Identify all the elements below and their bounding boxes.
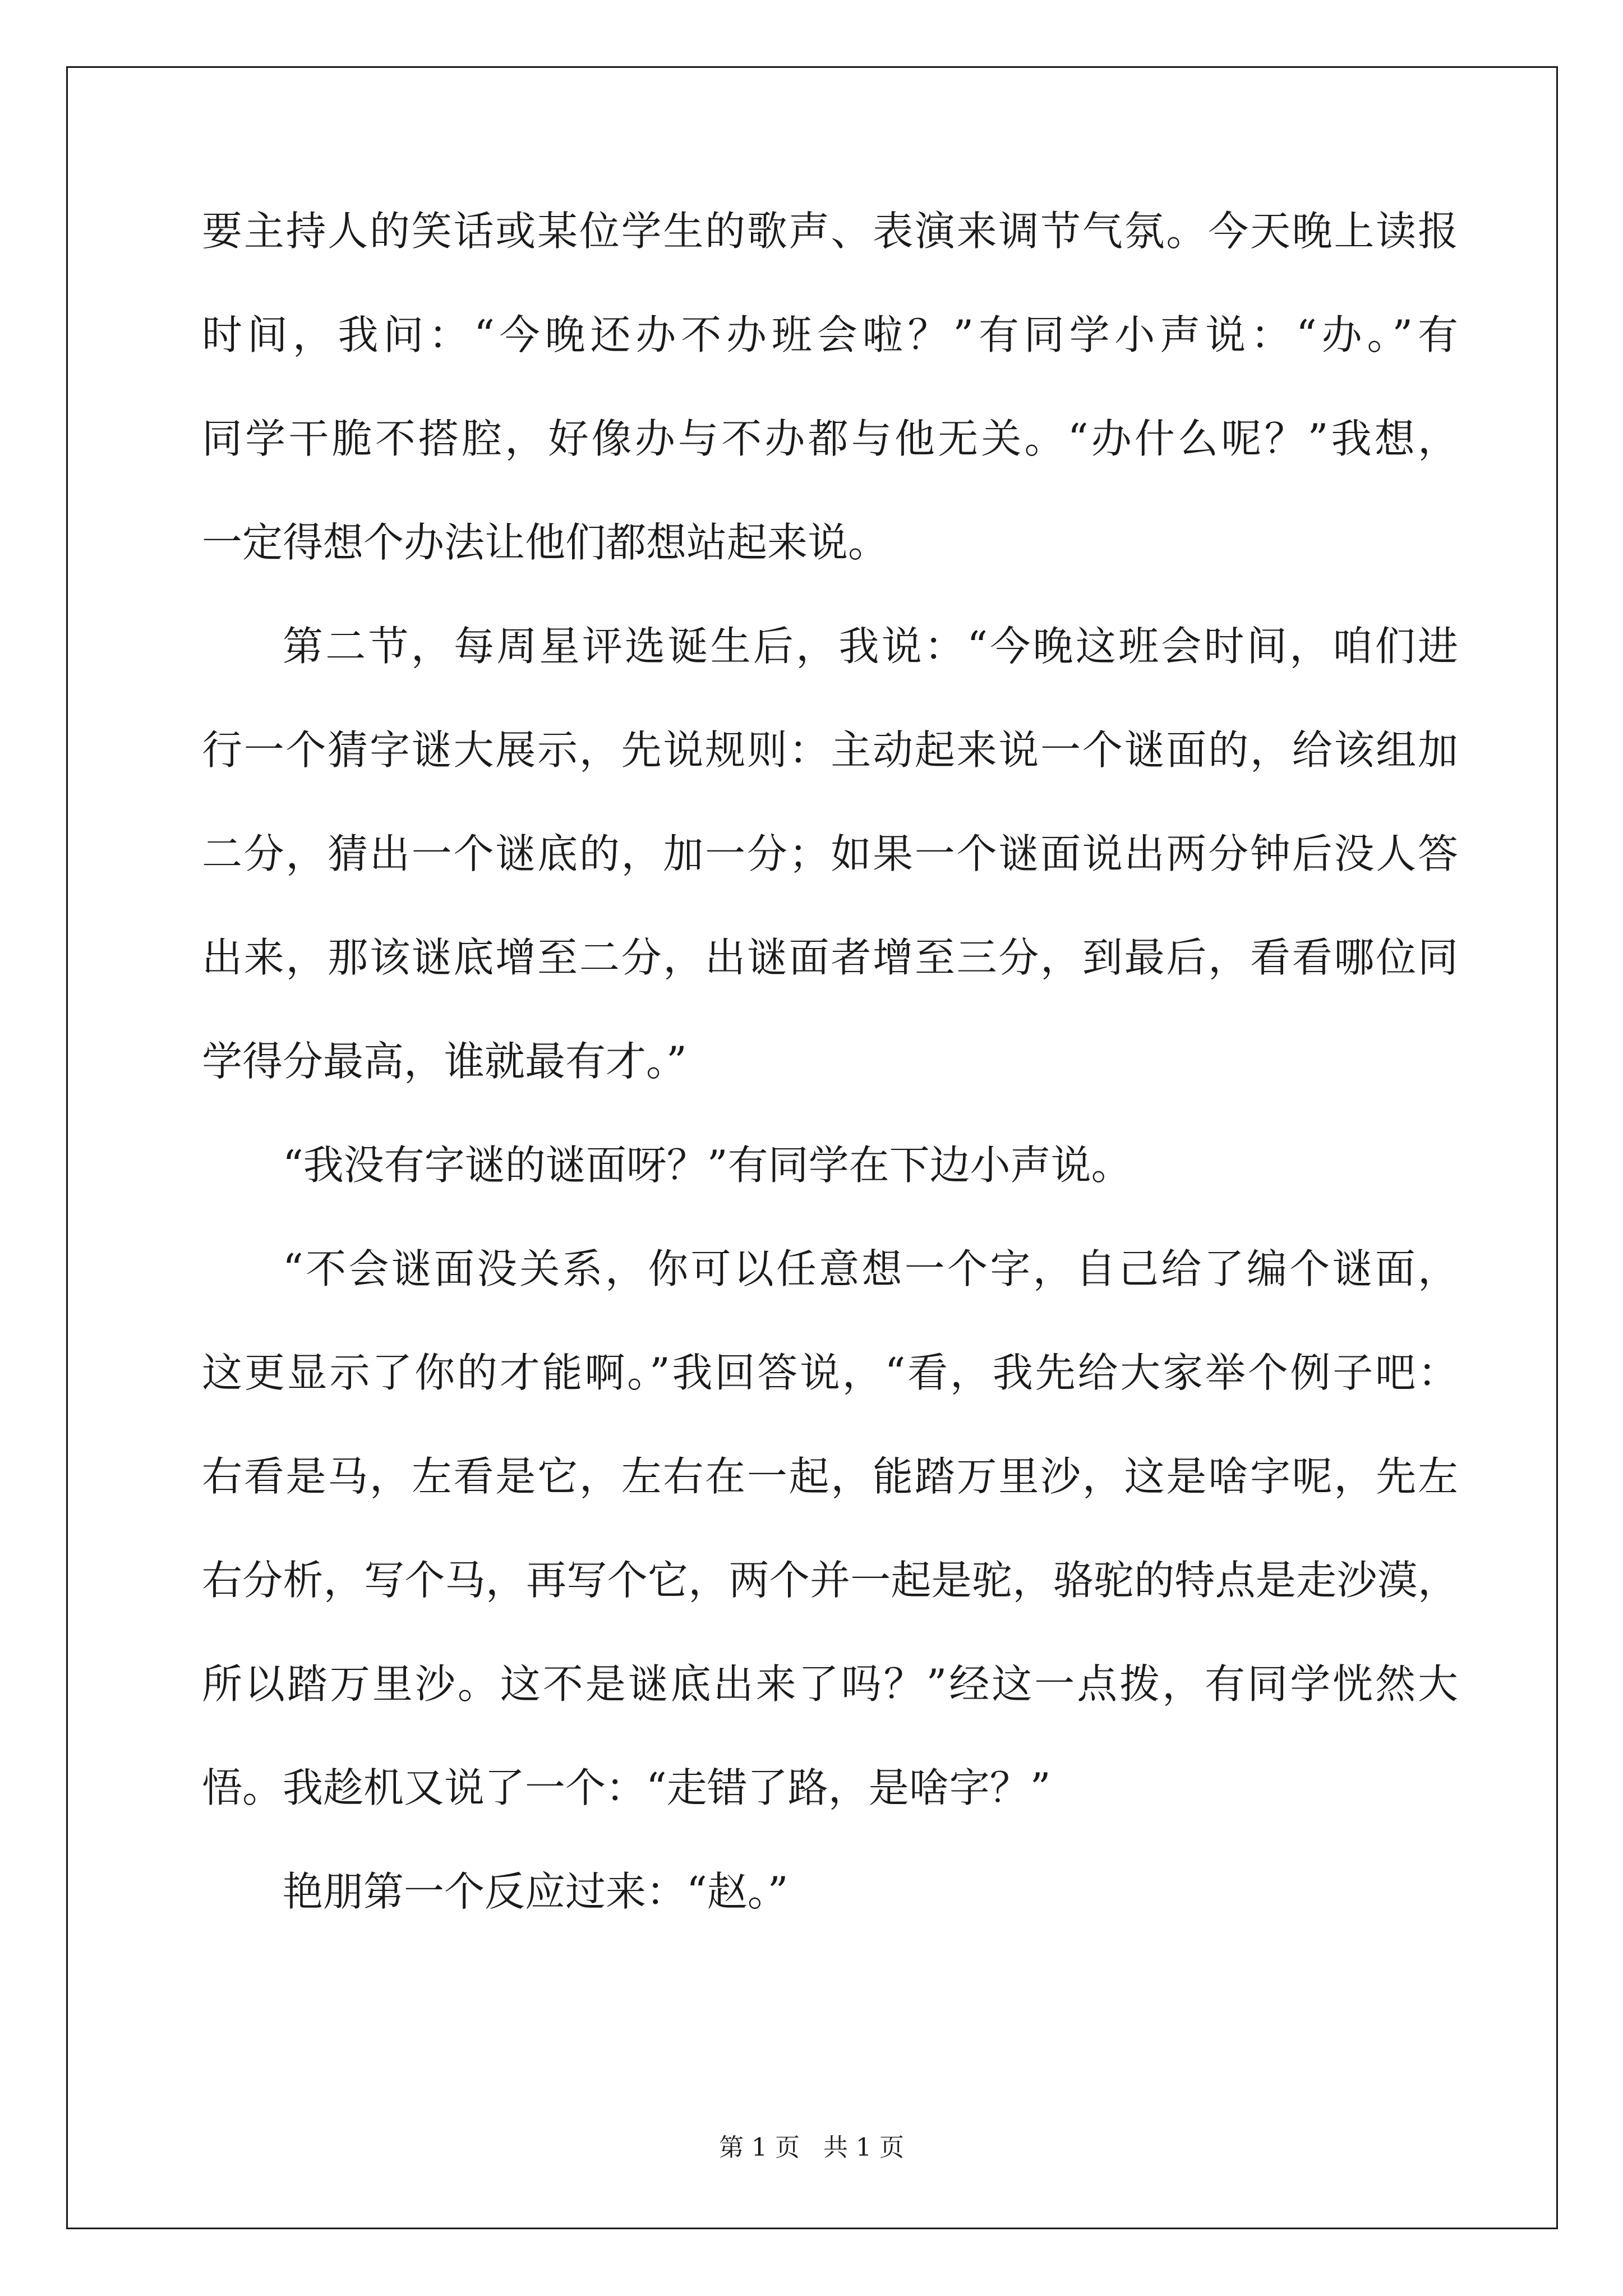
text-line: 出来，那该谜底增至二分，出谜面者增至三分，到最后，看看哪位同 — [202, 934, 1458, 981]
text-line: 二分，猜出一个谜底的，加一分；如果一个谜面说出两分钟后没人答 — [202, 830, 1458, 877]
text-line: 第二节，每周星评选诞生后，我说：“今晚这班会时间，咱们进 — [283, 623, 1458, 670]
document-body — [202, 203, 1458, 1967]
text-line: 右看是马，左看是它，左右在一起，能踏万里沙，这是啥字呢，先左 — [202, 1453, 1458, 1500]
text-line: 学得分最高，谁就最有才。” — [202, 1038, 687, 1085]
text-line: 所以踏万里沙。这不是谜底出来了吗？”经这一点拨，有同学恍然大 — [202, 1660, 1458, 1708]
text-line: 要主持人的笑话或某位学生的歌声、表演来调节气氛。今天晚上读报 — [202, 208, 1458, 255]
text-line: “不会谜面没关系，你可以任意想一个字，自己给了编个谜面， — [283, 1245, 1458, 1292]
text-line: 这更显示了你的才能啊。”我回答说，“看，我先给大家举个例子吧： — [202, 1349, 1458, 1396]
text-line: 同学干脆不搭腔，好像办与不办都与他无关。“办什么呢？”我想， — [202, 415, 1458, 462]
text-line: 行一个猜字谜大展示，先说规则：主动起来说一个谜面的，给该组加 — [202, 726, 1458, 774]
text-line: 悟。我趁机又说了一个：“走错了路，是啥字？” — [202, 1764, 1051, 1811]
text-line: 右分析，写个马，再写个它，两个并一起是驼，骆驼的特点是走沙漠， — [202, 1557, 1458, 1604]
text-line: 时间，我问：“今晚还办不办班会啦？”有同学小声说：“办。”有 — [202, 311, 1458, 358]
text-line: 一定得想个办法让他们都想站起来说。 — [202, 519, 889, 566]
text-line: “我没有字谜的谜面呀？”有同学在下边小声说。 — [283, 1142, 1132, 1189]
text-line: 艳朋第一个反应过来：“赵。” — [283, 1868, 789, 1915]
page-number-footer: 第 1 页 共 1 页 — [719, 2133, 904, 2162]
